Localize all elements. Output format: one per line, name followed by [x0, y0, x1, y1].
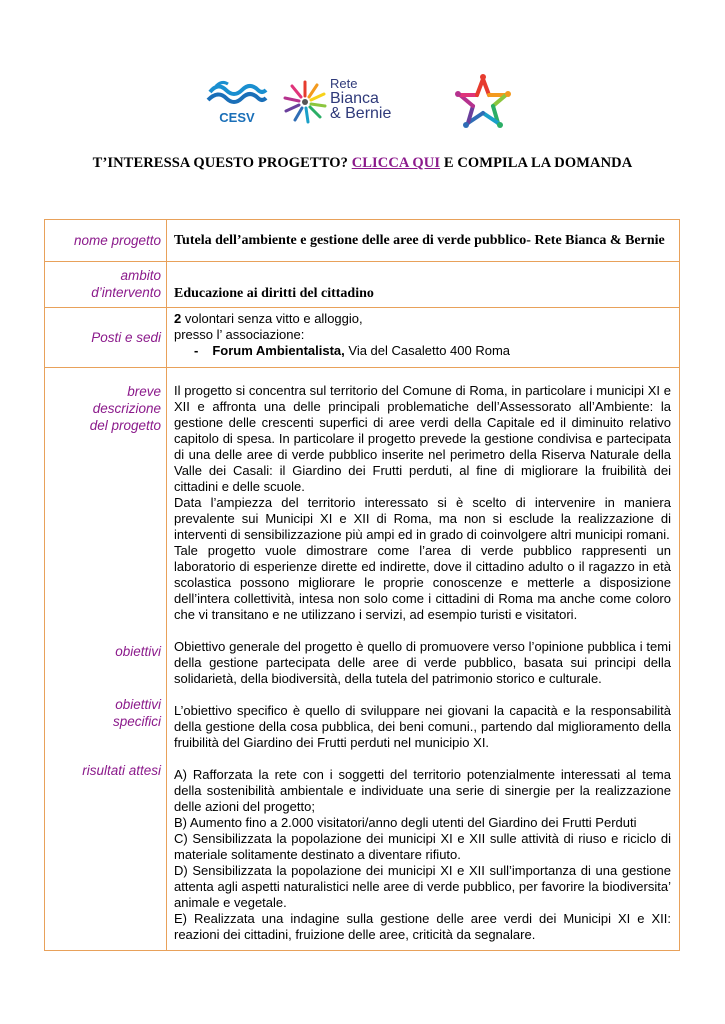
descrizione-paragraph-1: Il progetto si concentra sul territorio del Comune di Roma, in particolare i municipi XI e XII e affronta una delle principali problematiche dell’Assessorato all’Ambiente: la gestione delle crescenti superfici di aree verdi della Capitale ed il diminuito relativo capitolo di spesa. In particolare il progetto prevede la gestione condivisa e partecipata di una delle aree di verde pubblico inserite nel perimetro della Riserva Naturale della Valle dei Casali: il Giardino dei Frutti perduti, al fine di migliorare la fruibilità dei cittadini e delle scuole. [174, 383, 671, 494]
rete-logo-line2: Bianca [330, 90, 379, 107]
row-nome-progetto [45, 220, 680, 262]
obiettivi-specifici-text: L’obiettivo specifico è quello di sviluppare nei giovani la capacità e la responsabilità della gestione della cosa pubblica, dei beni comuni., partendo dal miglioramento della fruibilità del Giardino dei Frutti perduti nel municipio XI. [174, 703, 671, 750]
row-descrizione [45, 368, 680, 951]
sede-bullet: - [194, 343, 199, 358]
label-descrizione-column [45, 368, 167, 951]
risultato-a: A) Rafforzata la rete con i soggetti del territorio potenzialmente interessati al tema della sostenibilità ambientale e individuate una serie di sinergie per la realizzazione delle azioni del progetto; [174, 767, 671, 814]
descrizione-paragraph-2: Data l’ampiezza del territorio interessato si è scelto di intervenire in maniera prevalente sui Municipi XI e XII di Roma, ma non si esclude la realizzazione di interventi di sensibilizzazione più ampi ed in grado di coinvolgere altri municipi romani. [174, 495, 671, 542]
star-people-logo [455, 73, 511, 129]
sede-address: Via del Casaletto 400 Roma [344, 343, 511, 358]
descrizione-paragraph-3: Tale progetto vuole dimostrare come l’area di verde pubblico rappresenti un laboratorio di esperienze dirette ed indirette, dove il cittadino adulto o il ragazzo in età scolastica possono migliorare le proprie conoscenze e metterle a disposizione dell’intera collettività, intesa non solo come i cittadini di Roma ma anche come coloro che vi transitano e ne utilizzano i servizi, ad esempio turisti e visitatori. [174, 543, 671, 622]
label-obiettivi: obiettivi [115, 644, 161, 659]
label-posti-sedi [45, 308, 167, 368]
rete-logo-text [330, 76, 391, 121]
clicca-qui-link[interactable]: CLICCA QUI [351, 155, 441, 171]
value-nome-progetto-cell [167, 220, 680, 262]
label-nome-progetto [45, 220, 167, 262]
label-del-progetto: del progetto [89, 418, 161, 433]
headline-text-before: T’INTERESSA QUESTO PROGETTO? [92, 155, 352, 171]
posti-line2: presso l’ associazione: [174, 327, 305, 342]
label-ambito-text: ambito d’intervento [91, 268, 161, 300]
value-nome-progetto: Tutela dell’ambiente e gestione delle aree di verde pubblico- Rete Bianca & Bernie [174, 233, 665, 248]
value-descrizione-cell [167, 368, 680, 951]
label-ambito [45, 262, 167, 308]
risultato-e: E) Realizzata una indagine sulla gestione delle aree verdi dei Municipi XI e XII: reazioni dei cittadini, fruizione delle aree, criticità da segnalare. [174, 911, 671, 942]
value-posti-sedi-cell [167, 308, 680, 368]
label-risultati-attesi: risultati attesi [82, 763, 161, 778]
risultato-d: D) Sensibilizzata la popolazione dei municipi XI e XII sull’importanza di una gestione attenta agli aspetti naturalistici nelle aree di verde pubblico, per favorire la biodiversita’ animale e vegetale. [174, 863, 671, 910]
cesv-logo-text: CESV [219, 110, 255, 125]
rete-logo-line3: & Bernie [330, 105, 392, 122]
row-posti-sedi [45, 308, 680, 368]
posti-count: 2 [174, 311, 182, 326]
label-obiettivi-specifici-1: obiettivi [115, 697, 161, 712]
rete-bianca-bernie-logo [283, 74, 407, 132]
label-obiettivi-specifici [113, 696, 161, 730]
label-descrizione [90, 383, 161, 434]
label-obiettivi-specifici-2: specifici [112, 714, 161, 729]
label-breve: breve [127, 384, 161, 399]
risultati-list [174, 767, 671, 943]
risultato-c: C) Sensibilizzata la popolazione dei municipi XI e XII sulle attività di riuso e riciclo di materiale solitamente destinato a diventare rifiuto. [174, 831, 671, 862]
value-ambito-cell [167, 262, 680, 308]
posti-line1 [174, 311, 671, 327]
rete-logo-line1: Rete [330, 76, 358, 91]
value-ambito: Educazione ai diritti del cittadino [174, 286, 374, 301]
label-posti-sedi-text: Posti e sedi [91, 330, 161, 345]
posti-description: volontari senza vitto e alloggio, [181, 311, 363, 326]
flower-icon [283, 78, 327, 128]
logo-strip [0, 70, 725, 136]
label-nome-progetto-text: nome progetto [73, 233, 161, 248]
obiettivi-text: Obiettivo generale del progetto è quello di promuovere verso l’opinione pubblica i temi della gestione partecipata delle aree di verde pubblico, basata sui principi della solidarietà, della biodiversità, della tutela del patrimonio storico e culturale. [174, 639, 671, 686]
row-ambito [45, 262, 680, 308]
sede-name: Forum Ambientalista, [212, 343, 345, 358]
sede-item [174, 343, 671, 359]
cesv-logo [206, 78, 268, 126]
project-info-table [44, 219, 680, 951]
risultato-b: B) Aumento fino a 2.000 visitatori/anno degli utenti del Giardino dei Frutti Perduti [174, 815, 637, 830]
label-descrizione-word: descrizione [92, 401, 161, 416]
headline [0, 155, 725, 172]
headline-text-after: E COMPILA LA DOMANDA [440, 155, 633, 171]
